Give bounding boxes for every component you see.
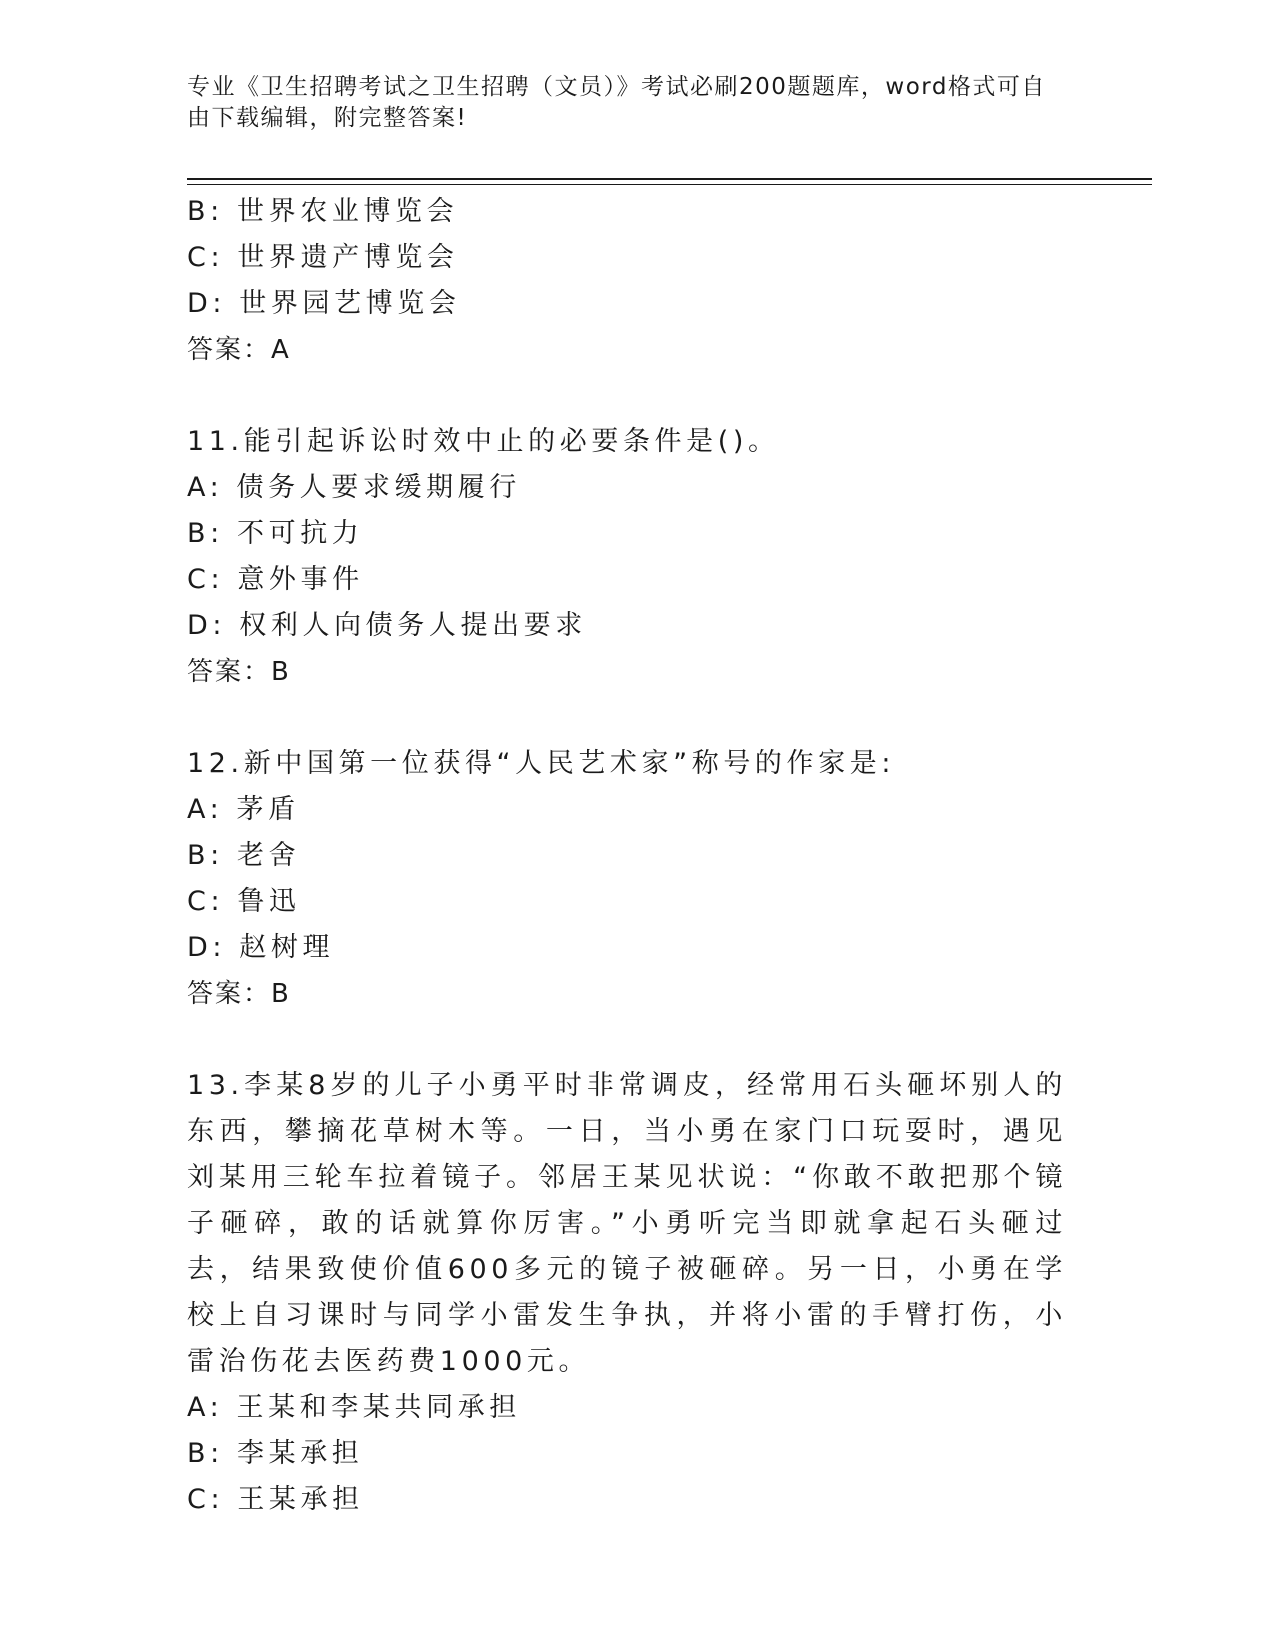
answer-line: 答案：B (187, 657, 291, 687)
option-d: D: 权利人向债务人提出要求 (187, 610, 587, 641)
document-header (187, 72, 1067, 134)
option-a: A: 茅盾 (187, 794, 300, 825)
question-block-13 (187, 1063, 1067, 1523)
question-block-11 (187, 419, 1067, 695)
document-body (187, 189, 1067, 1523)
question-block-12 (187, 741, 1067, 1017)
option-b: B: 老舍 (187, 840, 301, 871)
option-d: D: 世界园艺博览会 (187, 288, 461, 319)
question-text: 11.能引起诉讼时效中止的必要条件是()。 (187, 426, 780, 457)
header-rule-thick (187, 178, 1152, 180)
answer-line: 答案：B (187, 979, 291, 1009)
option-c: C: 意外事件 (187, 564, 364, 595)
question-block-10 (187, 189, 1067, 373)
option-c: C: 鲁迅 (187, 886, 301, 917)
option-b: B: 世界农业博览会 (187, 196, 459, 227)
option-b: B: 不可抗力 (187, 518, 364, 549)
header-rule-thin (187, 184, 1152, 185)
answer-line: 答案：A (187, 335, 291, 365)
option-a: A: 债务人要求缓期履行 (187, 472, 521, 503)
question-text: 13.李某8岁的儿子小勇平时非常调皮，经常用石头砸坏别人的东西，攀摘花草树木等。一日，当小勇在家门口玩耍时，遇见刘某用三轮车拉着镜子。邻居王某见状说：“你敢不敢把那个镜子砸碎，敢的话就算你厉害。”小勇听完当即就拿起石头砸过去，结果致使价值600多元的镜子被砸碎。另一日，小勇在学校上自习课时与同学小雷发生争执，并将小雷的手臂打伤，小雷治伤花去医药费1000元。 (187, 1070, 1067, 1377)
header-text: 专业《卫生招聘考试之卫生招聘（文员）》考试必刷200题题库，word格式可自由下载编辑，附完整答案! (187, 74, 1046, 131)
option-c: C: 世界遗产博览会 (187, 242, 459, 273)
option-c: C: 王某承担 (187, 1484, 364, 1515)
option-d: D: 赵树理 (187, 932, 335, 963)
option-b: B: 李某承担 (187, 1438, 364, 1469)
option-a: A: 王某和李某共同承担 (187, 1392, 521, 1423)
question-text: 12.新中国第一位获得“人民艺术家”称号的作家是: (187, 748, 896, 779)
